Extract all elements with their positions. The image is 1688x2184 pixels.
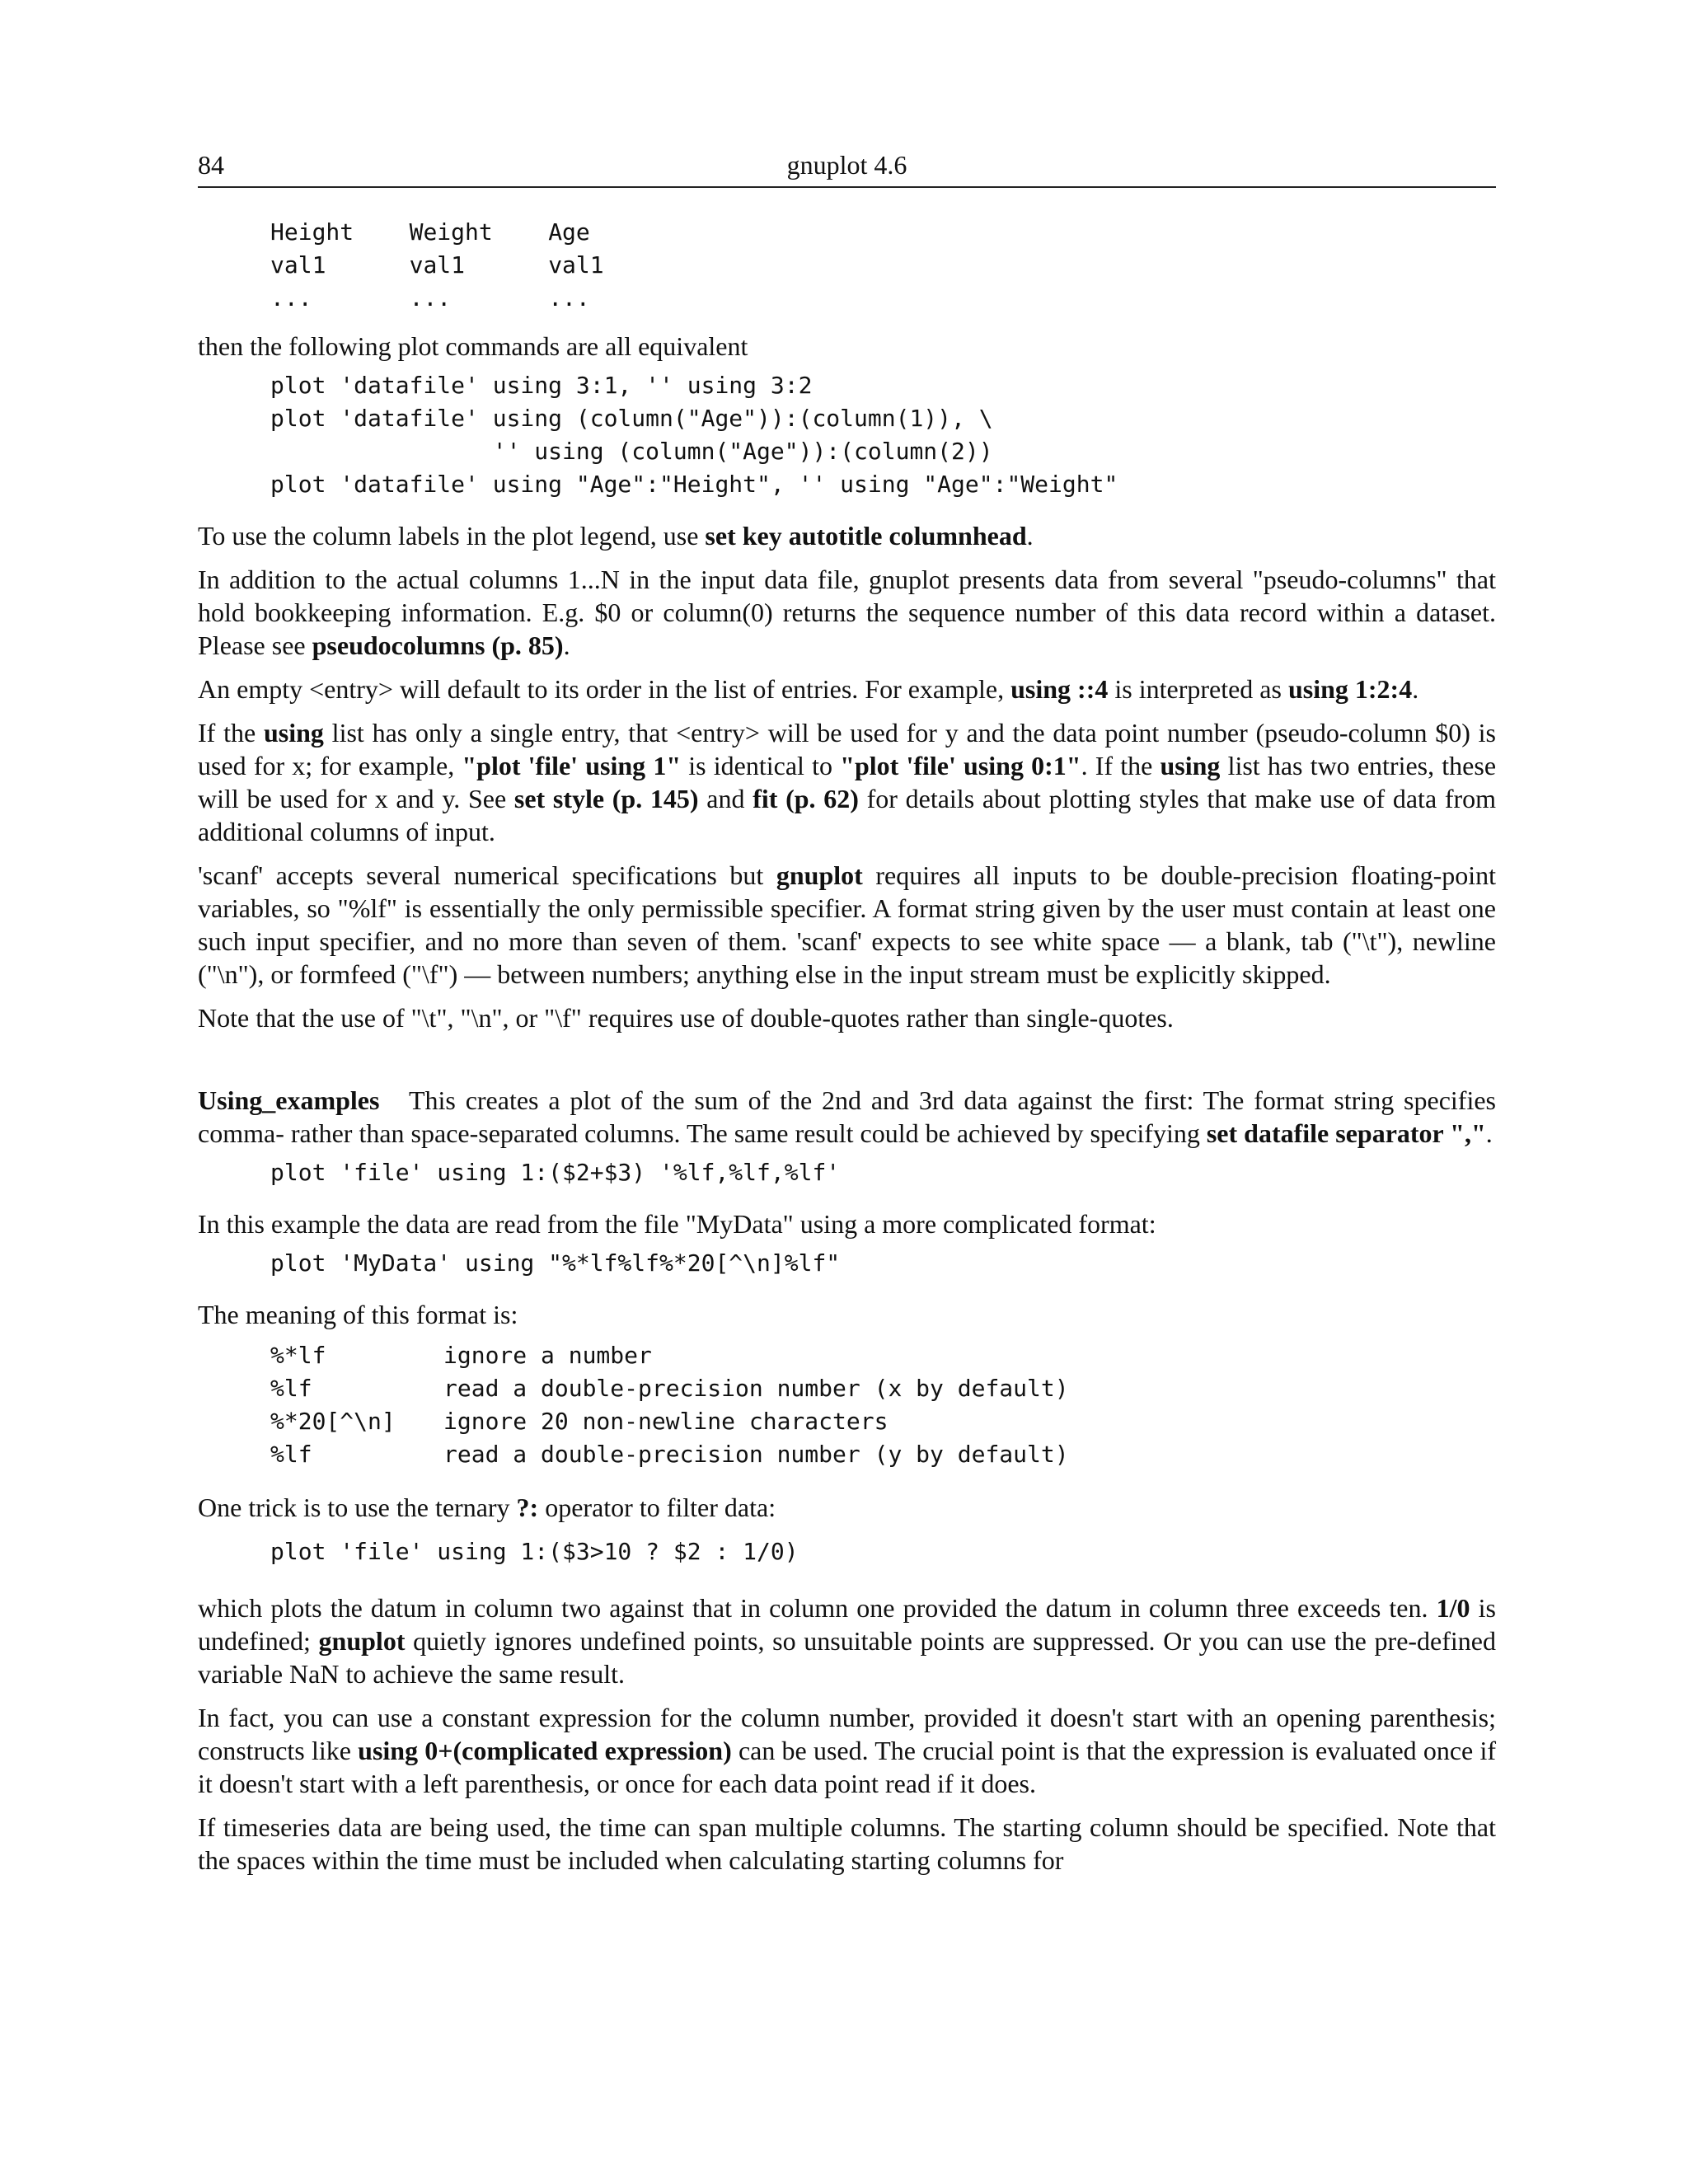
format-spec: %*lf xyxy=(270,1342,326,1369)
text: 'scanf' accepts several numerical specifications but xyxy=(198,860,776,890)
text: In addition to the actual columns 1...N in the input data file, gnuplot presents data from several "pseudo-columns" that hold bookkeeping information. E.g. $0 or column(0) returns the sequence number of this data record within a dataset. Please see xyxy=(198,565,1496,660)
text: for details about plotting styles that make use of data from additional columns of input. xyxy=(198,784,1497,846)
text: is undefined; xyxy=(198,1593,1497,1656)
page-header xyxy=(198,148,1496,188)
table-row xyxy=(270,1405,1069,1438)
keyword: gnuplot xyxy=(318,1626,406,1656)
keyword: gnuplot xyxy=(776,860,863,890)
paragraph-mydata: In this example the data are read from the file "MyData" using a more complicated format: xyxy=(198,1209,1156,1239)
code-line: plot 'datafile' using (column("Age")):(column(1)), \ xyxy=(270,405,993,432)
text: is identical to xyxy=(681,751,841,780)
table-cell: val1 xyxy=(270,251,326,279)
text: which plots the datum in column two against that in column one provided the datum in column three exceeds ten. xyxy=(198,1593,1437,1623)
code-line: '' using (column("Age")):(column(2)) xyxy=(270,438,993,465)
keyword: ?: xyxy=(516,1493,539,1522)
format-desc: read a double-precision number (x by default) xyxy=(443,1375,1069,1402)
paragraph-meaning: The meaning of this format is: xyxy=(198,1300,518,1329)
paragraph-legend xyxy=(198,519,1496,552)
code-equivalent xyxy=(270,369,1496,501)
paragraph-pseudocolumns xyxy=(198,563,1496,662)
table-header-age: Age xyxy=(548,218,590,246)
format-spec: %lf xyxy=(270,1375,312,1402)
link-set-style[interactable]: set style (p. 145) xyxy=(513,784,699,813)
section-heading: Using_examples xyxy=(198,1085,380,1115)
table-row xyxy=(270,1438,1069,1471)
table-header-height: Height xyxy=(270,218,354,246)
link-pseudocolumns[interactable]: pseudocolumns (p. 85) xyxy=(312,630,564,660)
text: and xyxy=(698,784,753,813)
paragraph-trick xyxy=(198,1491,1496,1524)
text: list has only a single entry, that <entry> will be used for y and the data point number (pseudo-column $0) is used for x; for example, xyxy=(198,718,1497,780)
keyword: set datafile separator "," xyxy=(1206,1118,1486,1148)
table-cell: ... xyxy=(270,284,312,312)
text: If the xyxy=(198,718,264,748)
text: requires all inputs to be double-precision floating-point variables, so "%lf" is essentially the only permissible specifier. A format string given by the user must contain at least one such input specifier, and no more than seven of them. 'scanf' expects to see white space — a blank, tab ("\t"), newline ("\n"), or formfeed ("\f") — between numbers; anything else in the input stream must be explicitly skipped. xyxy=(198,860,1497,989)
format-desc: ignore 20 non-newline characters xyxy=(443,1408,889,1435)
paragraph-equivalent: then the following plot commands are all equivalent xyxy=(198,331,748,361)
keyword: using xyxy=(263,718,324,748)
table-cell: ... xyxy=(548,284,590,312)
text: . xyxy=(1412,674,1419,704)
paragraph-timeseries: If timeseries data are being used, the time can span multiple columns. The starting column should be specified. Note that the spaces within the time must be included when calculating starting columns for xyxy=(198,1812,1496,1875)
code-trick: plot 'file' using 1:($3>10 ? $2 : 1/0) xyxy=(270,1538,799,1565)
format-table xyxy=(270,1339,1069,1471)
table-header-weight: Weight xyxy=(409,218,493,246)
paragraph-quotes: Note that the use of "\t", "\n", or "\f" requires use of double-quotes rather than single-quotes. xyxy=(198,1003,1174,1033)
paragraph-single-entry xyxy=(198,716,1496,848)
text: One trick is to use the ternary xyxy=(198,1493,517,1522)
table-cell: val1 xyxy=(409,251,466,279)
keyword: "plot 'file' using 0:1" xyxy=(840,751,1081,780)
paragraph-using-examples xyxy=(198,1084,1496,1150)
text: is interpreted as xyxy=(1108,674,1288,704)
text: . xyxy=(1026,521,1034,551)
text: . xyxy=(563,630,570,660)
keyword: using 1:2:4 xyxy=(1287,674,1413,704)
running-title: gnuplot 4.6 xyxy=(786,150,907,180)
data-table-example xyxy=(270,216,1496,315)
text: To use the column labels in the plot legend, use xyxy=(198,521,706,551)
text: list has two entries, these will be used for x and y. See xyxy=(198,751,1497,813)
format-spec: %*20[^\n] xyxy=(270,1408,396,1435)
code-mydata: plot 'MyData' using "%*lf%lf%*20[^\n]%lf" xyxy=(270,1249,841,1277)
link-fit[interactable]: fit (p. 62) xyxy=(753,784,859,813)
table-row xyxy=(270,1372,1069,1405)
text: operator to filter data: xyxy=(538,1493,776,1522)
text: An empty <entry> will default to its order in the list of entries. For example, xyxy=(198,674,1011,704)
code-line: plot 'datafile' using 3:1, '' using 3:2 xyxy=(270,372,813,399)
format-desc: read a double-precision number (y by default) xyxy=(443,1441,1069,1468)
table-row xyxy=(270,1339,1069,1372)
code-line: plot 'datafile' using "Age":"Height", '' using "Age":"Weight" xyxy=(270,471,1118,498)
format-spec: %lf xyxy=(270,1441,312,1468)
table-cell: ... xyxy=(409,284,452,312)
document-page xyxy=(198,148,1496,1877)
keyword: using xyxy=(1160,751,1221,780)
keyword: 1/0 xyxy=(1436,1593,1470,1623)
keyword: using 0+(complicated expression) xyxy=(358,1736,732,1765)
paragraph-scanf xyxy=(198,859,1496,991)
text: In fact, you can use a constant expression for the column number, provided it doesn't start with an opening parenthesis; constructs like xyxy=(198,1703,1496,1765)
table-cell: val1 xyxy=(548,251,604,279)
text: . If the xyxy=(1081,751,1160,780)
page-number: 84 xyxy=(198,150,224,180)
code-sum: plot 'file' using 1:($2+$3) '%lf,%lf,%lf' xyxy=(270,1159,841,1186)
text: This creates a plot of the sum of the 2nd and 3rd data against the first: The format string specifies comma- rather than space-separated columns. The same result could be achieved by specifying xyxy=(198,1085,1497,1148)
keyword: "plot 'file' using 1" xyxy=(462,751,682,780)
format-desc: ignore a number xyxy=(443,1342,652,1369)
paragraph-empty-entry xyxy=(198,673,1496,705)
paragraph-plots xyxy=(198,1591,1496,1690)
keyword: using ::4 xyxy=(1010,674,1109,704)
command-set-key: set key autotitle columnhead xyxy=(705,521,1027,551)
text: . xyxy=(1485,1118,1493,1148)
text: can be used. The crucial point is that the expression is evaluated once if it doesn't start with a left parenthesis, or once for each data point read if it does. xyxy=(198,1736,1497,1798)
text: quietly ignores undefined points, so unsuitable points are suppressed. Or you can use the pre-defined variable NaN to achieve the same result. xyxy=(198,1626,1497,1689)
paragraph-constant-expression xyxy=(198,1701,1496,1800)
